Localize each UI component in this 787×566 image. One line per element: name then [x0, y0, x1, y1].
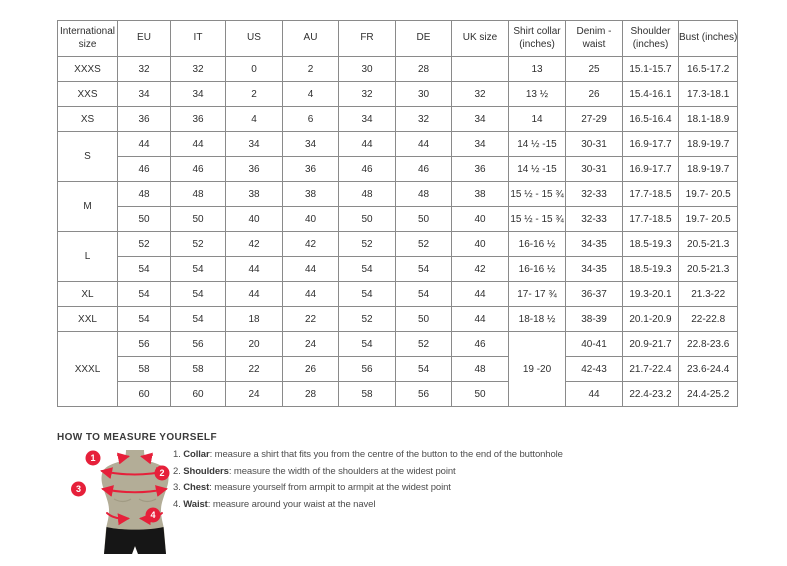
table-cell: 22	[226, 357, 283, 382]
table-cell: 50	[452, 382, 509, 407]
table-cell: 17- 17 ¾	[509, 282, 566, 307]
table-cell: 17.3-18.1	[679, 82, 738, 107]
table-cell: 20	[226, 332, 283, 357]
table-cell: 22.4-23.2	[623, 382, 679, 407]
table-cell: 50	[396, 207, 452, 232]
table-cell: 2	[283, 57, 339, 82]
table-cell: 16.9-17.7	[623, 157, 679, 182]
table-cell: 44	[452, 282, 509, 307]
step-2-term: Shoulders	[183, 465, 229, 477]
table-cell: 44	[226, 282, 283, 307]
table-cell: 54	[171, 307, 226, 332]
table-cell: 32	[118, 57, 171, 82]
table-cell: 21.7-22.4	[623, 357, 679, 382]
table-cell: 54	[339, 257, 396, 282]
table-cell: XXS	[58, 82, 118, 107]
table-cell: 16.5-17.2	[679, 57, 738, 82]
table-cell: 16.9-17.7	[623, 132, 679, 157]
badge-1-number: 1	[90, 453, 96, 464]
table-cell: 44	[226, 257, 283, 282]
table-cell: 16.5-16.4	[623, 107, 679, 132]
table-cell: 27-29	[566, 107, 623, 132]
table-cell: 54	[396, 257, 452, 282]
table-cell: 44	[118, 132, 171, 157]
table-cell: 56	[171, 332, 226, 357]
measure-badge-4	[146, 508, 161, 523]
table-cell: M	[58, 182, 118, 232]
table-cell: XS	[58, 107, 118, 132]
table-cell: 60	[171, 382, 226, 407]
table-row	[58, 282, 738, 307]
table-row	[58, 107, 738, 132]
table-cell: 15 ½ - 15 ¾	[509, 207, 566, 232]
step-2-description: : measure the width of the shoulders at the widest point	[228, 465, 456, 477]
step-3-description: : measure yourself from armpit to armpit at the widest point	[209, 482, 451, 493]
step-4-number: 4.	[173, 498, 184, 510]
table-cell: 24	[283, 332, 339, 357]
table-cell: 34	[452, 107, 509, 132]
table-cell: 44	[566, 382, 623, 407]
step-2-number: 2.	[173, 465, 184, 477]
table-row	[58, 382, 738, 407]
table-cell: 54	[118, 307, 171, 332]
table-cell: 18.5-19.3	[623, 257, 679, 282]
table-cell: 40	[226, 207, 283, 232]
table-cell: 19.3-20.1	[623, 282, 679, 307]
table-row	[58, 307, 738, 332]
table-cell: 20.1-20.9	[623, 307, 679, 332]
table-cell: 20.9-21.7	[623, 332, 679, 357]
table-cell: 56	[396, 382, 452, 407]
table-cell: 16-16 ½	[509, 257, 566, 282]
table-cell: 54	[118, 282, 171, 307]
column-header: UK size	[452, 21, 509, 57]
step-1-description: : measure a shirt that fits you from the centre of the button to the end of the buttonhole	[209, 449, 563, 460]
column-header: IT	[171, 21, 226, 57]
table-row	[58, 332, 738, 357]
table-cell: 44	[396, 132, 452, 157]
table-cell: 32	[339, 82, 396, 107]
table-cell: 48	[452, 357, 509, 382]
table-cell: 58	[339, 382, 396, 407]
table-cell: 28	[396, 57, 452, 82]
table-cell: S	[58, 132, 118, 182]
table-cell: 40	[452, 207, 509, 232]
table-cell: 36	[452, 157, 509, 182]
table-cell: 54	[396, 282, 452, 307]
table-cell: 30	[339, 57, 396, 82]
table-cell: 16-16 ½	[509, 232, 566, 257]
table-cell: 50	[171, 207, 226, 232]
table-cell: 42	[283, 232, 339, 257]
table-header	[58, 21, 738, 57]
table-cell: 32-33	[566, 207, 623, 232]
table-cell: 24.4-25.2	[679, 382, 738, 407]
table-cell: 52	[339, 307, 396, 332]
table-cell: 46	[339, 157, 396, 182]
table-cell: 34	[339, 107, 396, 132]
table-cell: 22.8-23.6	[679, 332, 738, 357]
table-cell: 38	[226, 182, 283, 207]
table-cell: 34	[226, 132, 283, 157]
table-cell: 32	[452, 82, 509, 107]
table-cell: 18.5-19.3	[623, 232, 679, 257]
table-cell: 50	[396, 307, 452, 332]
step-1-term: Collar	[183, 449, 210, 460]
table-cell: 48	[396, 182, 452, 207]
table-cell: 48	[171, 182, 226, 207]
table-cell: 34-35	[566, 257, 623, 282]
badge-3-number: 3	[75, 484, 82, 495]
badge-2-number: 2	[159, 468, 165, 479]
table-cell: 42	[226, 232, 283, 257]
table-cell: 24	[226, 382, 283, 407]
table-row	[58, 357, 738, 382]
table-cell: 32	[396, 107, 452, 132]
step-4-term: Waist	[183, 498, 208, 510]
table-cell: 50	[118, 207, 171, 232]
measure-heading: HOW TO MEASURE YOURSELF	[57, 432, 217, 443]
column-header: Bust (inches)	[679, 21, 738, 57]
table-cell: 52	[396, 232, 452, 257]
table-cell: 44	[452, 307, 509, 332]
column-header: Shirt collar (inches)	[509, 21, 566, 57]
table-cell: 46	[396, 157, 452, 182]
measure-badge-2	[155, 466, 170, 481]
table-cell: 30-31	[566, 132, 623, 157]
table-cell: 30	[396, 82, 452, 107]
table-cell: 52	[171, 232, 226, 257]
table-cell: 54	[396, 357, 452, 382]
table-cell: 46	[452, 332, 509, 357]
table-cell: 58	[118, 357, 171, 382]
table-row	[58, 157, 738, 182]
table-cell: 0	[226, 57, 283, 82]
table-cell: 36-37	[566, 282, 623, 307]
table-cell: 19.7- 20.5	[679, 182, 738, 207]
table-cell: L	[58, 232, 118, 282]
table-cell: 54	[339, 332, 396, 357]
table-body	[58, 57, 738, 407]
table-cell: 15 ½ - 15 ¾	[509, 182, 566, 207]
table-cell: 36	[283, 157, 339, 182]
table-cell: 22-22.8	[679, 307, 738, 332]
column-header: International size	[58, 21, 118, 57]
table-cell: 32-33	[566, 182, 623, 207]
step-1-number: 1.	[173, 449, 184, 460]
measure-step-1	[173, 449, 573, 461]
table-cell: 15.1-15.7	[623, 57, 679, 82]
table-cell: 4	[226, 107, 283, 132]
table-cell: 46	[171, 157, 226, 182]
table-cell: 38	[283, 182, 339, 207]
table-cell: 56	[339, 357, 396, 382]
header-row	[58, 21, 738, 57]
table-cell: 18.9-19.7	[679, 132, 738, 157]
table-cell: 15.4-16.1	[623, 82, 679, 107]
table-cell: 40-41	[566, 332, 623, 357]
mannequin-shorts	[104, 527, 166, 554]
step-3-number: 3.	[173, 482, 184, 493]
table-cell: 36	[118, 107, 171, 132]
table-row	[58, 207, 738, 232]
table-cell: 17.7-18.5	[623, 182, 679, 207]
table-cell: XL	[58, 282, 118, 307]
table-cell: 20.5-21.3	[679, 232, 738, 257]
table-cell: 42	[452, 257, 509, 282]
table-cell: 50	[339, 207, 396, 232]
measure-badge-1	[86, 451, 101, 466]
table-cell: 34	[118, 82, 171, 107]
table-cell: 56	[118, 332, 171, 357]
step-3-term: Chest	[183, 482, 210, 493]
table-cell: 18-18 ½	[509, 307, 566, 332]
table-cell: 42-43	[566, 357, 623, 382]
table-cell: 36	[226, 157, 283, 182]
table-cell: 26	[566, 82, 623, 107]
table-cell: 28	[283, 382, 339, 407]
table-cell: 4	[283, 82, 339, 107]
table-cell: 6	[283, 107, 339, 132]
table-cell: 48	[118, 182, 171, 207]
table-cell: 18.1-18.9	[679, 107, 738, 132]
table-cell: 2	[226, 82, 283, 107]
size-table	[57, 20, 738, 407]
measure-badge-3	[71, 482, 86, 497]
table-cell: 34	[452, 132, 509, 157]
table-cell: XXXS	[58, 57, 118, 82]
table-cell: 48	[339, 182, 396, 207]
table-cell: 14 ½ -15	[509, 157, 566, 182]
table-cell: 13	[509, 57, 566, 82]
table-cell: 60	[118, 382, 171, 407]
table-row	[58, 132, 738, 157]
table-cell: 38-39	[566, 307, 623, 332]
measure-step-2	[173, 466, 573, 478]
table-cell: 44	[339, 132, 396, 157]
table-cell: 38	[452, 182, 509, 207]
table-cell: 20.5-21.3	[679, 257, 738, 282]
table-cell: 52	[339, 232, 396, 257]
table-cell: 25	[566, 57, 623, 82]
table-cell: 54	[171, 257, 226, 282]
table-cell: 23.6-24.4	[679, 357, 738, 382]
table-cell: 32	[171, 57, 226, 82]
table-row	[58, 232, 738, 257]
table-cell: 58	[171, 357, 226, 382]
table-cell: 54	[118, 257, 171, 282]
table-cell: 34	[283, 132, 339, 157]
table-cell: 34-35	[566, 232, 623, 257]
column-header: DE	[396, 21, 452, 57]
table-cell: 54	[339, 282, 396, 307]
table-cell: 46	[118, 157, 171, 182]
table-cell: 14	[509, 107, 566, 132]
table-cell: 52	[118, 232, 171, 257]
table-cell: 30-31	[566, 157, 623, 182]
column-header: FR	[339, 21, 396, 57]
table-row	[58, 82, 738, 107]
table-cell: 19.7- 20.5	[679, 207, 738, 232]
measure-step-4	[173, 499, 573, 511]
table-cell: 54	[171, 282, 226, 307]
table-row	[58, 182, 738, 207]
measure-steps	[173, 449, 573, 515]
column-header: AU	[283, 21, 339, 57]
column-header: EU	[118, 21, 171, 57]
table-row	[58, 57, 738, 82]
step-4-description: : measure around your waist at the navel	[207, 498, 376, 510]
column-header: Shoulder (inches)	[623, 21, 679, 57]
table-cell: 44	[171, 132, 226, 157]
table-cell: 18.9-19.7	[679, 157, 738, 182]
table-cell: 44	[283, 282, 339, 307]
table-cell: 19 -20	[509, 332, 566, 407]
table-cell: 52	[396, 332, 452, 357]
table-cell: XXL	[58, 307, 118, 332]
table-cell	[452, 57, 509, 82]
badge-4-number: 4	[150, 510, 156, 521]
table-cell: XXXL	[58, 332, 118, 407]
column-header: US	[226, 21, 283, 57]
column-header: Denim - waist	[566, 21, 623, 57]
table-cell: 40	[452, 232, 509, 257]
table-cell: 14 ½ -15	[509, 132, 566, 157]
table-cell: 40	[283, 207, 339, 232]
table-row	[58, 257, 738, 282]
table-cell: 22	[283, 307, 339, 332]
table-cell: 26	[283, 357, 339, 382]
table-cell: 18	[226, 307, 283, 332]
table-cell: 13 ½	[509, 82, 566, 107]
table-cell: 17.7-18.5	[623, 207, 679, 232]
table-cell: 34	[171, 82, 226, 107]
table-cell: 36	[171, 107, 226, 132]
measure-step-3	[173, 482, 573, 494]
table-cell: 44	[283, 257, 339, 282]
table-cell: 21.3-22	[679, 282, 738, 307]
